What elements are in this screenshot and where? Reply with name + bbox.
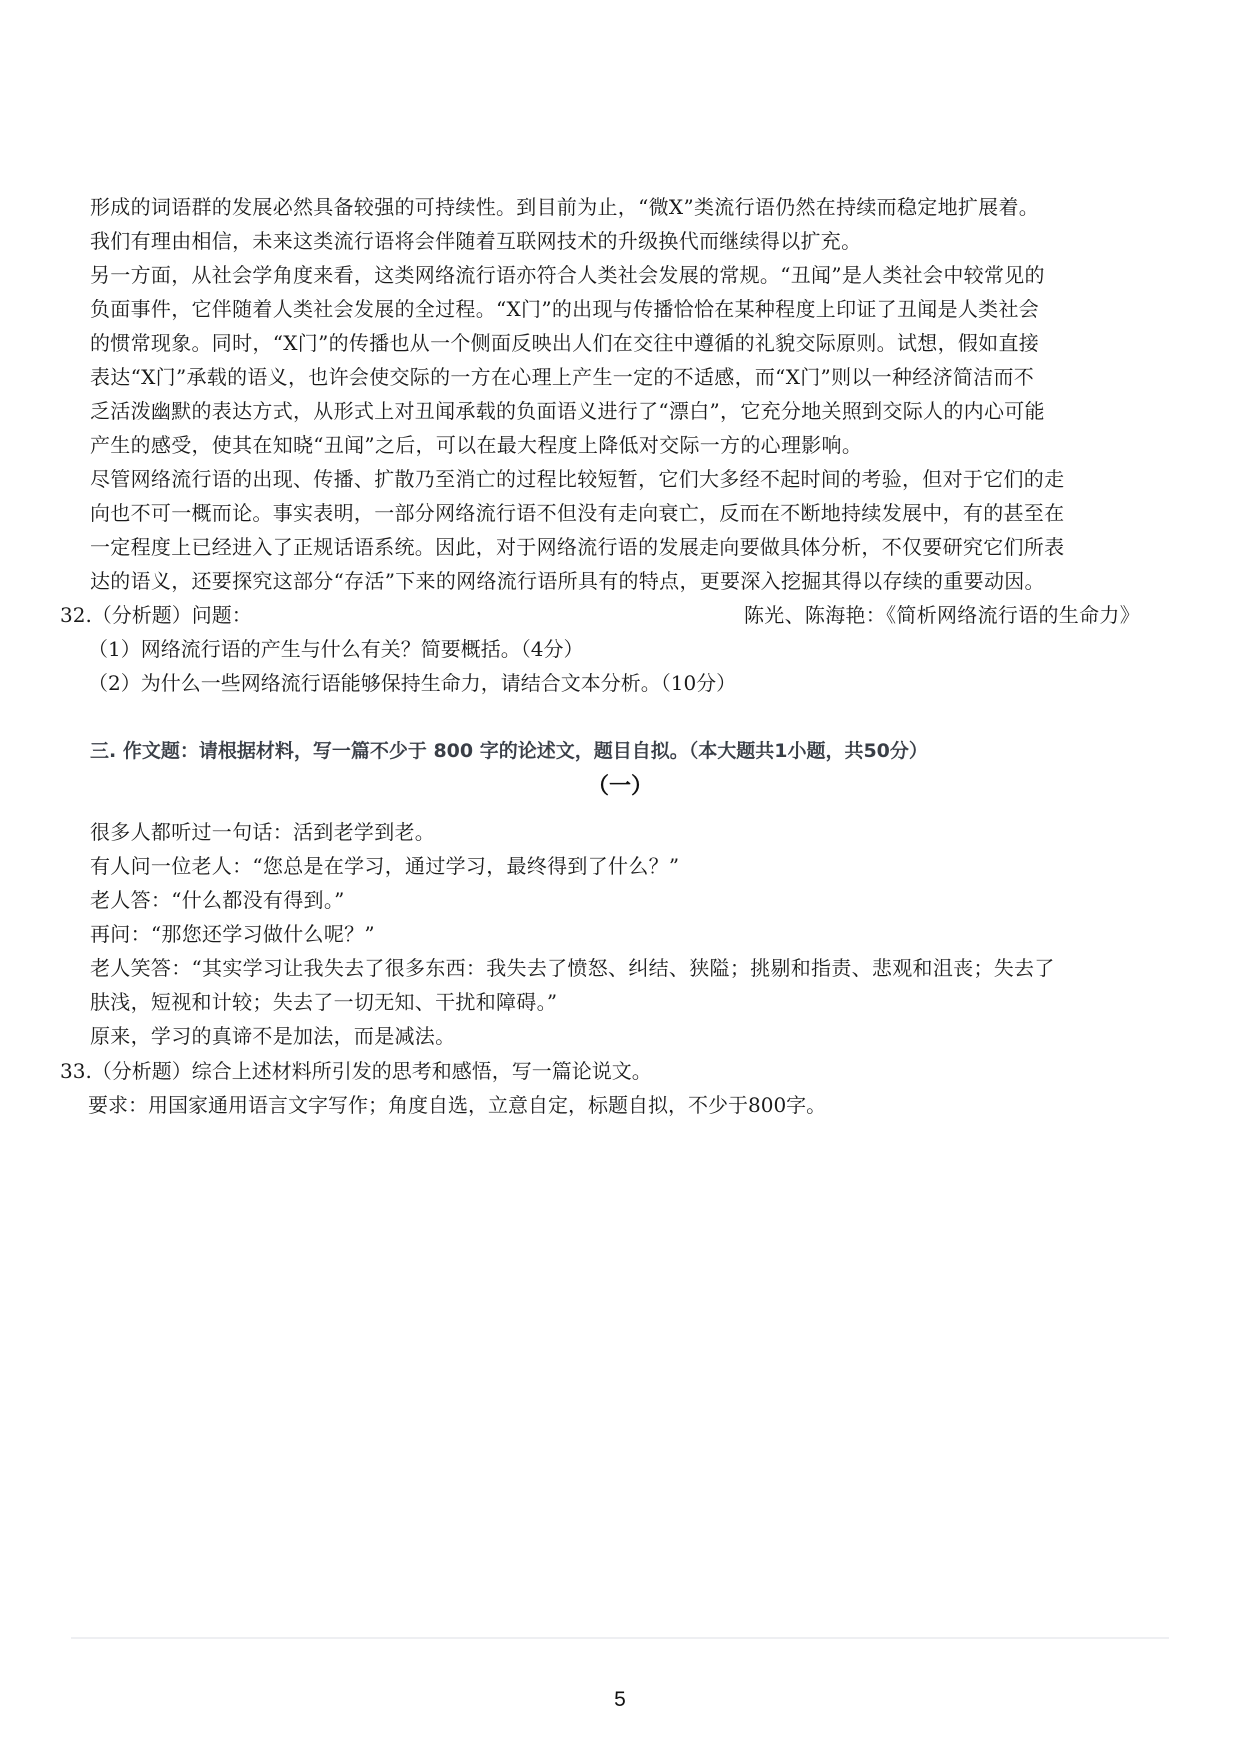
passage-line: 的惯常现象。同时，“X门”的传播也从一个侧面反映出人们在交往中遵循的礼貌交际原则。试想，假如直接 xyxy=(90,331,1040,355)
passage-source: 陈光、陈海艳：《简析网络流行语的生命力》 xyxy=(744,603,1140,627)
material-line: 老人笑答：“其实学习让我失去了很多东西：我失去了愤怒、纠结、狭隘；挑剔和指责、悲观和沮丧；失去了 xyxy=(90,956,1055,980)
passage-line: 乏活泼幽默的表达方式，从形式上对丑闻承载的负面语义进行了“漂白”，它充分地关照到交际人的内心可能 xyxy=(90,399,1045,423)
question-32-title: 32.（分析题）问题： xyxy=(60,603,252,627)
page-number: 5 xyxy=(614,1688,626,1711)
reading-passage xyxy=(90,190,1150,632)
passage-line: 负面事件，它伴随着人类社会发展的全过程。“X门”的出现与传播恰恰在某种程度上印证了丑闻是人类社会 xyxy=(90,297,1040,321)
material-line: 很多人都听过一句话：活到老学到老。 xyxy=(90,820,436,844)
question-33-requirement: 要求：用国家通用语言文字写作；角度自选，立意自定，标题自拟，不少于800字。 xyxy=(88,1093,827,1117)
passage-line: 形成的词语群的发展必然具备较强的可持续性。到目前为止，“微X”类流行语仍然在持续而稳定地扩展着。 xyxy=(90,195,1040,219)
question-32 xyxy=(60,598,1160,700)
question-33 xyxy=(60,1054,1160,1122)
passage-line: 表达“X门”承载的语义，也许会使交际的一方在心理上产生一定的不适感，而“X门”则以一种经济简洁而不 xyxy=(90,365,1035,389)
passage-line: 产生的感受，使其在知晓“丑闻”之后，可以在最大程度上降低对交际一方的心理影响。 xyxy=(90,433,863,457)
essay-material xyxy=(90,815,1150,1053)
material-line: 原来，学习的真谛不是加法，而是减法。 xyxy=(90,1024,456,1048)
passage-line: 向也不可一概而论。事实表明，一部分网络流行语不但没有走向衰亡，反而在不断地持续发展中，有的甚至在 xyxy=(90,501,1065,525)
passage-line: 尽管网络流行语的出现、传播、扩散乃至消亡的过程比较短暂，它们大多经不起时间的考验，但对于它们的走 xyxy=(90,467,1065,491)
passage-line: 达的语义，还要探究这部分“存活”下来的网络流行语所具有的特点，更要深入挖掘其得以存续的重要动因。 xyxy=(90,569,1045,593)
footer-divider xyxy=(71,1637,1169,1639)
passage-line: 另一方面，从社会学角度来看，这类网络流行语亦符合人类社会发展的常规。“丑闻”是人类社会中较常见的 xyxy=(90,263,1045,287)
section-3-subheading: （一） xyxy=(586,774,653,799)
section-3-heading: 三. 作文题：请根据材料，写一篇不少于 800 字的论述文，题目自拟。（本大题共1小题，共50分） xyxy=(90,740,928,762)
question-32-item-2: （2）为什么一些网络流行语能够保持生命力，请结合文本分析。（10分） xyxy=(88,671,737,695)
material-line: 有人问一位老人：“您总是在学习，通过学习，最终得到了什么？” xyxy=(90,854,680,878)
passage-line: 我们有理由相信，未来这类流行语将会伴随着互联网技术的升级换代而继续得以扩充。 xyxy=(90,229,862,253)
material-line: 再问：“那您还学习做什么呢？” xyxy=(90,922,375,946)
material-line: 肤浅，短视和计较；失去了一切无知、干扰和障碍。” xyxy=(90,990,558,1014)
passage-line: 一定程度上已经进入了正规话语系统。因此，对于网络流行语的发展走向要做具体分析，不仅要研究它们所表 xyxy=(90,535,1065,559)
material-line: 老人答：“什么都没有得到。” xyxy=(90,888,345,912)
question-33-title: 33.（分析题）综合上述材料所引发的思考和感悟，写一篇论说文。 xyxy=(60,1059,652,1083)
question-32-item-1: （1）网络流行语的产生与什么有关？简要概括。（4分） xyxy=(88,637,584,661)
